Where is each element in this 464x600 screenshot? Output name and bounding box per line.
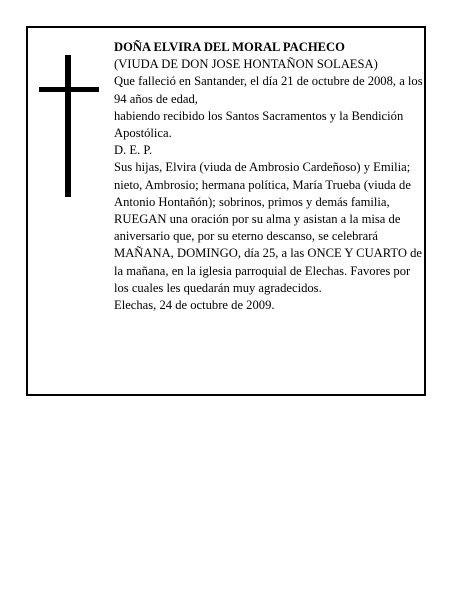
sacraments-line: habiendo recibido los Santos Sacramentos y la Bendición Apostólica. — [114, 108, 404, 141]
place-date-line: Elechas, 24 de octubre de 2009. — [114, 298, 275, 313]
family-line: Sus hijas, Elvira (viuda de Ambrosio Cardeñoso) y Emilia; nieto, Ambrosio; hermana política, María Trueba (viuda de Antonio Hontañón); sobrinos, primos y demás familia, — [114, 160, 411, 209]
cross-vertical-bar — [65, 55, 71, 197]
notice-text — [114, 39, 424, 314]
cross-icon — [39, 55, 99, 197]
death-line: Que falleció en Santander, el día 21 de octubre de 2008, a los 94 años de edad, — [114, 74, 423, 106]
cross-horizontal-bar — [39, 87, 99, 92]
rip-line: D. E. P. — [114, 143, 153, 158]
deceased-name: DOÑA ELVIRA DEL MORAL PACHECO — [114, 40, 345, 54]
request-line: RUEGAN una oración por su alma y asistan a la misa de aniversario que, por su eterno descanso, se celebrará MAÑANA, DOMINGO, día 25, a las ONCE Y CUARTO de la mañana, en la iglesia parroquial de Elechas. Favores por los cuales les quedarán muy agradecidos. — [114, 212, 422, 295]
widow-of-line: (VIUDA DE DON JOSE HONTAÑON SOLAESA) — [114, 57, 378, 72]
obituary-notice — [26, 26, 426, 396]
